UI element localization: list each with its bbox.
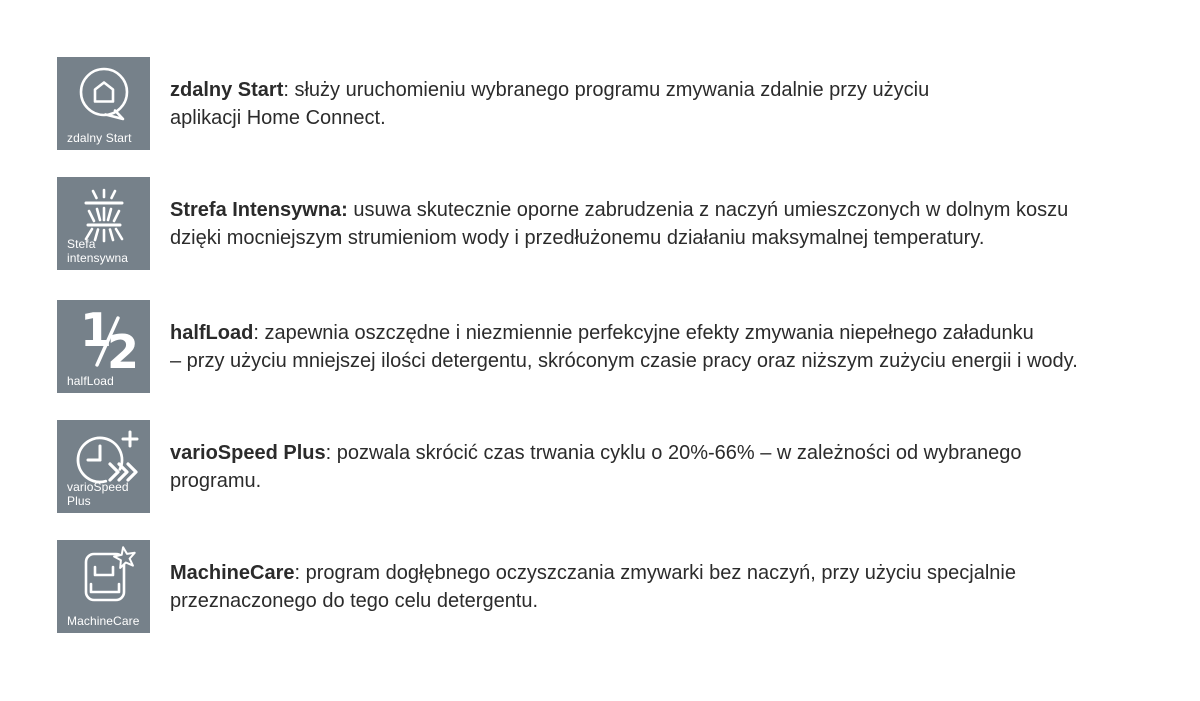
feature-row-machine-care (0, 540, 1200, 633)
feature-tile (57, 300, 150, 393)
machine-care-icon (68, 546, 140, 610)
tile-caption (67, 480, 148, 508)
tile-caption (67, 237, 148, 265)
feature-text-line (170, 76, 1185, 104)
half-load-numerator: 1 (79, 306, 112, 357)
feature-description (170, 300, 1185, 393)
feature-tile (57, 177, 150, 270)
feature-description (170, 57, 1185, 150)
feature-text: : zapewnia oszczędne i niezmiennie perfekcyjne efekty zmywania niepełnego załadunku (253, 321, 1034, 344)
feature-tile (57, 420, 150, 513)
tile-caption-line: zdalny Start (67, 131, 132, 145)
feature-heading: halfLoad (170, 321, 254, 344)
feature-text-line (170, 196, 1185, 224)
feature-text-line: przeznaczonego do tego celu detergentu. (170, 589, 539, 612)
feature-heading: varioSpeed Plus (170, 441, 326, 464)
tile-caption (67, 374, 148, 388)
feature-heading: zdalny Start (170, 78, 284, 101)
feature-text-line: aplikacji Home Connect. (170, 106, 386, 129)
tile-caption-line: intensywna (67, 251, 129, 265)
tile-caption (67, 131, 148, 145)
feature-text-line (170, 559, 1185, 587)
feature-row-remote-start (0, 57, 1200, 150)
feature-text: usuwa skutecznie oporne zabrudzenia z naczyń umieszczonych w dolnym koszu (347, 198, 1069, 221)
half-load-denominator: 2 (106, 325, 139, 370)
feature-text-line (170, 439, 1185, 467)
feature-tile (57, 540, 150, 633)
feature-description (170, 420, 1185, 513)
feature-row-intensive-zone (0, 177, 1200, 270)
feature-heading: Strefa Intensywna: (170, 198, 348, 221)
tile-caption-line: MachineCare (67, 614, 140, 628)
feature-text: : służy uruchomieniu wybranego programu zmywania zdalnie przy użyciu (283, 78, 930, 101)
feature-heading: MachineCare (170, 561, 295, 584)
feature-row-half-load (0, 300, 1200, 393)
tile-caption-line: Stefa (67, 237, 96, 251)
feature-text: : program dogłębnego oczyszczania zmywarki bez naczyń, przy użyciu specjalnie (294, 561, 1016, 584)
remote-start-icon (68, 63, 140, 127)
feature-description (170, 540, 1185, 633)
half-load-icon (68, 306, 140, 370)
feature-tile (57, 57, 150, 150)
sparkle-star (114, 547, 135, 568)
feature-text: : pozwala skrócić czas trwania cyklu o 20%-66% – w zależności od wybranego (325, 441, 1022, 464)
feature-text-line: programu. (170, 469, 262, 492)
feature-text-line: – przy użyciu mniejszej ilości detergentu, skróconym czasie pracy oraz niższym zużyciu energii i wody. (170, 349, 1078, 372)
feature-row-vario-speed-plus (0, 420, 1200, 513)
tile-caption-line: halfLoad (67, 374, 114, 388)
tile-caption-line: Plus (67, 494, 91, 508)
tile-caption (67, 614, 148, 628)
tile-caption-line: varioSpeed (67, 480, 129, 494)
feature-text-line: dzięki mocniejszym strumieniom wody i przedłużonemu działaniu maksymalnej temperatury. (170, 226, 985, 249)
feature-text-line (170, 319, 1185, 347)
feature-description (170, 177, 1185, 270)
